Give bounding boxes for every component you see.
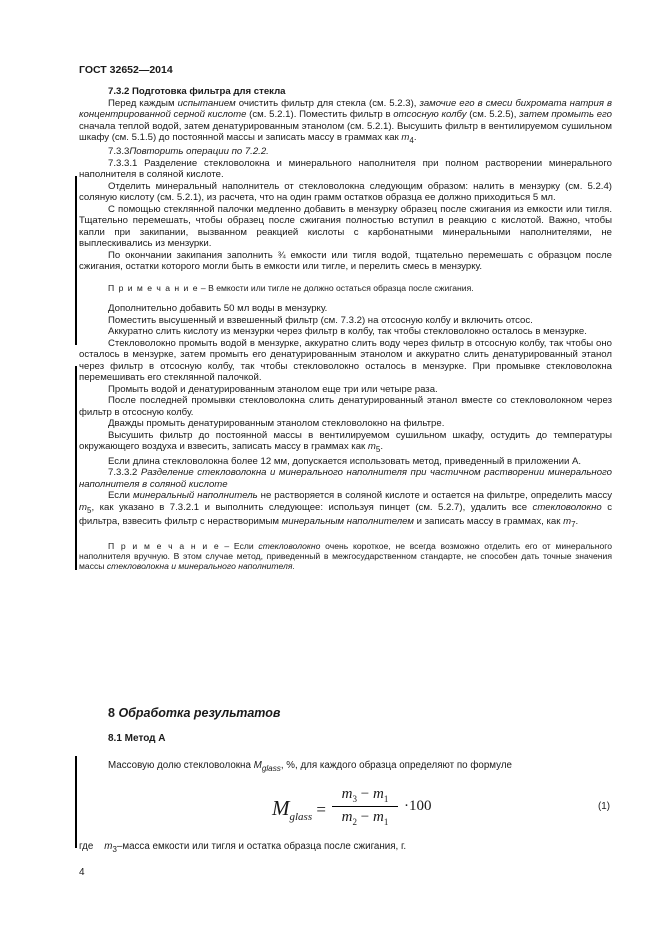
- paragraph: [79, 430, 612, 456]
- subscript: 7: [571, 520, 576, 530]
- variable: m: [104, 841, 113, 852]
- change-bar: [75, 366, 77, 570]
- denominator: [330, 809, 400, 827]
- paragraph: [79, 467, 612, 490]
- variable: m: [367, 441, 376, 453]
- text: минеральным наполнителем: [281, 516, 414, 528]
- text: сначала теплой водой, затем денатурированным этанолом (см. 5.2.1). Высушить фильтр в вентилируемом сушильном шкафу (см. 5.1.5) до постоянной массы и записать массу в граммах как: [79, 120, 612, 143]
- paragraph: Дважды промыть денатурированным этанолом стекловолокно на фильтре.: [108, 418, 445, 430]
- subscript: 1: [383, 817, 389, 827]
- multiplier: ·100: [404, 798, 432, 814]
- text: очистить фильтр для стекла (см. 5.2.3),: [235, 97, 420, 109]
- paragraph: 7.3.3.1 Разделение стекловолокна и минерального наполнителя при полном растворении минерального наполнителя в соляной кислоте.: [79, 157, 612, 181]
- variable: M: [272, 796, 290, 820]
- note-label: П р и м е ч а н и е: [108, 282, 199, 293]
- operator: −: [357, 809, 373, 825]
- note: [79, 283, 612, 293]
- text: отсосную колбу: [393, 109, 467, 120]
- text: .: [292, 561, 295, 572]
- text: стекловолокна и минерального наполнителя: [106, 561, 293, 572]
- subscript: 1: [383, 794, 389, 804]
- variable: m: [79, 501, 87, 513]
- formula: [272, 786, 472, 832]
- paragraph: Отделить минеральный наполнитель от стекловолокна следующим образом: налить в мензурку (см. 5.2.4) соляную кислоту (см. 5.2.1), из расчета, что на один грамм остатков образца ее должно приходиться 5 мл.: [79, 180, 612, 204]
- subscript: 4: [409, 135, 414, 145]
- text: замочие его в смеси бихромата натрия в концентрированной серной кислоте: [79, 97, 612, 120]
- paragraph: [79, 98, 612, 147]
- note: [79, 541, 612, 572]
- subscript: 5: [375, 445, 381, 455]
- formula-lhs: [272, 796, 326, 823]
- text: с фильтра, взвесить фильтр с нерастворимым: [79, 501, 612, 528]
- text: , %, для каждого образца определяют по формуле: [280, 760, 512, 771]
- section-title: 7.3.2 Подготовка фильтра для стекла: [108, 86, 286, 97]
- paragraph: После последней промывки стекловолокна слить денатурированный этанол вместе со стекловолокном через фильтр в отсосную колбу.: [79, 395, 612, 418]
- variable: m: [372, 809, 384, 825]
- paragraph: Стекловолокно промыть водой в мензурке, аккуратно слить воду через фильтр в отсосную колбу, так чтобы оно осталось в мензурке, затем промыть его денатурированным этанолом и аккуратно слить денатурированный этанол через фильтр в отсосную колбу, так чтобы стекловолокно осталось в мензурке. При промывке стекловолокна перемешивать его стеклянной палочкой.: [79, 337, 612, 384]
- doc-header: ГОСТ 32652—2014: [79, 64, 173, 76]
- subscript: glass: [289, 811, 313, 824]
- equation-number: (1): [598, 801, 610, 812]
- text: Перед каждым: [108, 97, 178, 109]
- text: – Если: [219, 540, 259, 551]
- text: где: [79, 841, 105, 852]
- equals-sign: =: [312, 800, 326, 819]
- text: – В емкости или тигле не должно остаться образца после сжигания.: [198, 282, 474, 293]
- subscript: 3: [112, 844, 117, 854]
- text: .: [380, 441, 384, 453]
- variable: m: [341, 786, 353, 802]
- paragraph: [79, 146, 612, 158]
- paragraph: По окончании закипания заполнить ¾ емкости или тигля водой, тщательно перемешать с образцом после сжигания, остатки которого могли быть в емкости или тигле, и перелить смесь в мензурку.: [79, 249, 612, 273]
- text: Повторить операции по 7.2.2.: [129, 146, 269, 158]
- numerator: [330, 786, 400, 804]
- variable: m: [401, 132, 410, 143]
- text: –масса емкости или тигля и остатка образца после сжигания, г.: [116, 841, 407, 852]
- text: 7.3.3: [108, 146, 130, 158]
- paragraph: С помощью стеклянной палочки медленно добавить в мензурку образец после сжигания из емкости или тигля. Тщательно перемешать, чтобы образец после сжигания полностью вступил в реакцию с кислотой. Важно, чтобы капли при закипании, вызванном реакцией кислоты с карбонатными минеральными наполнителями, не выплескивались из мензурки.: [79, 203, 612, 250]
- text: , как указано в 7.3.2.1 и выполнить следующее: используя пинцет (см. 5.2.7), удалить все: [91, 501, 533, 513]
- section-8-heading: [108, 706, 280, 720]
- text: 7.3.3.2: [108, 467, 141, 479]
- paragraph: [79, 490, 612, 530]
- variable: m: [372, 786, 384, 802]
- fraction-bar: [332, 806, 398, 807]
- subsection-heading: 8.1 Метод А: [108, 733, 166, 744]
- text: и записать массу в граммах, как: [413, 516, 564, 528]
- heading-number: 8: [108, 706, 119, 720]
- change-bar: [75, 756, 77, 848]
- text: не растворяется в соляной кислоте и остается на фильтре, определить массу: [257, 490, 612, 502]
- text: очень короткое, не всегда возможно отделить его от минерального наполнителя вручную. В этом случае метод, приведенный в межгосударственном стандарте, не способен дать точные значения массы: [79, 540, 612, 572]
- paragraph: Дополнительно добавить 50 мл воды в мензурку.: [108, 303, 328, 315]
- text: Если: [108, 490, 134, 502]
- operator: −: [357, 786, 373, 802]
- variable: M: [253, 760, 262, 771]
- page-number: 4: [79, 867, 85, 878]
- paragraph: Аккуратно слить кислоту из мензурки через фильтр в колбу, так чтобы стекловолокно осталось в мензурке.: [108, 326, 587, 338]
- subscript: glass: [261, 763, 281, 773]
- heading-title: Обработка результатов: [118, 706, 281, 720]
- text: затем промыть его: [519, 109, 613, 120]
- text: стекловолокно: [532, 501, 602, 513]
- paragraph: Поместить высушенный и взвешенный фильтр (см. 7.3.2) на отсосную колбу и включить отсос.: [108, 314, 533, 326]
- text: Высушить фильтр до постоянной массы в вентилируемом сушильном шкафу, остудить до температуры окружающего воздуха и взвесить, записать массу в граммах как: [79, 429, 612, 453]
- text: (см. 5.2.5),: [466, 109, 520, 120]
- text: .: [575, 516, 579, 528]
- text: минеральный наполнитель: [133, 490, 258, 502]
- text: (см. 5.2.1). Поместить фильтр в: [246, 109, 394, 120]
- subscript: 2: [352, 817, 358, 827]
- paragraph: Промыть водой и денатурированным этанолом еще три или четыре раза.: [108, 383, 438, 395]
- change-bar: [75, 176, 77, 345]
- subscript: 5: [87, 505, 92, 515]
- subscript: 3: [352, 794, 358, 804]
- text: испытанием: [177, 97, 236, 109]
- text: Массовую долю стекловолокна: [108, 760, 254, 771]
- variable: m: [341, 809, 353, 825]
- method-text: [108, 760, 512, 773]
- where-clause: [79, 841, 406, 854]
- text: Разделение стекловолокна и минерального наполнителя при частичном растворении минерального наполнителя в соляной кислоте: [79, 467, 612, 490]
- text: стекловолокно: [258, 540, 321, 551]
- text: .: [413, 132, 417, 143]
- paragraph: Если длина стекловолокна более 12 мм, допускается использовать метод, приведенный в приложении А.: [108, 455, 582, 467]
- section-7-3-2: [79, 86, 612, 572]
- note-label: П р и м е ч а н и е: [108, 540, 220, 551]
- variable: m: [563, 516, 572, 528]
